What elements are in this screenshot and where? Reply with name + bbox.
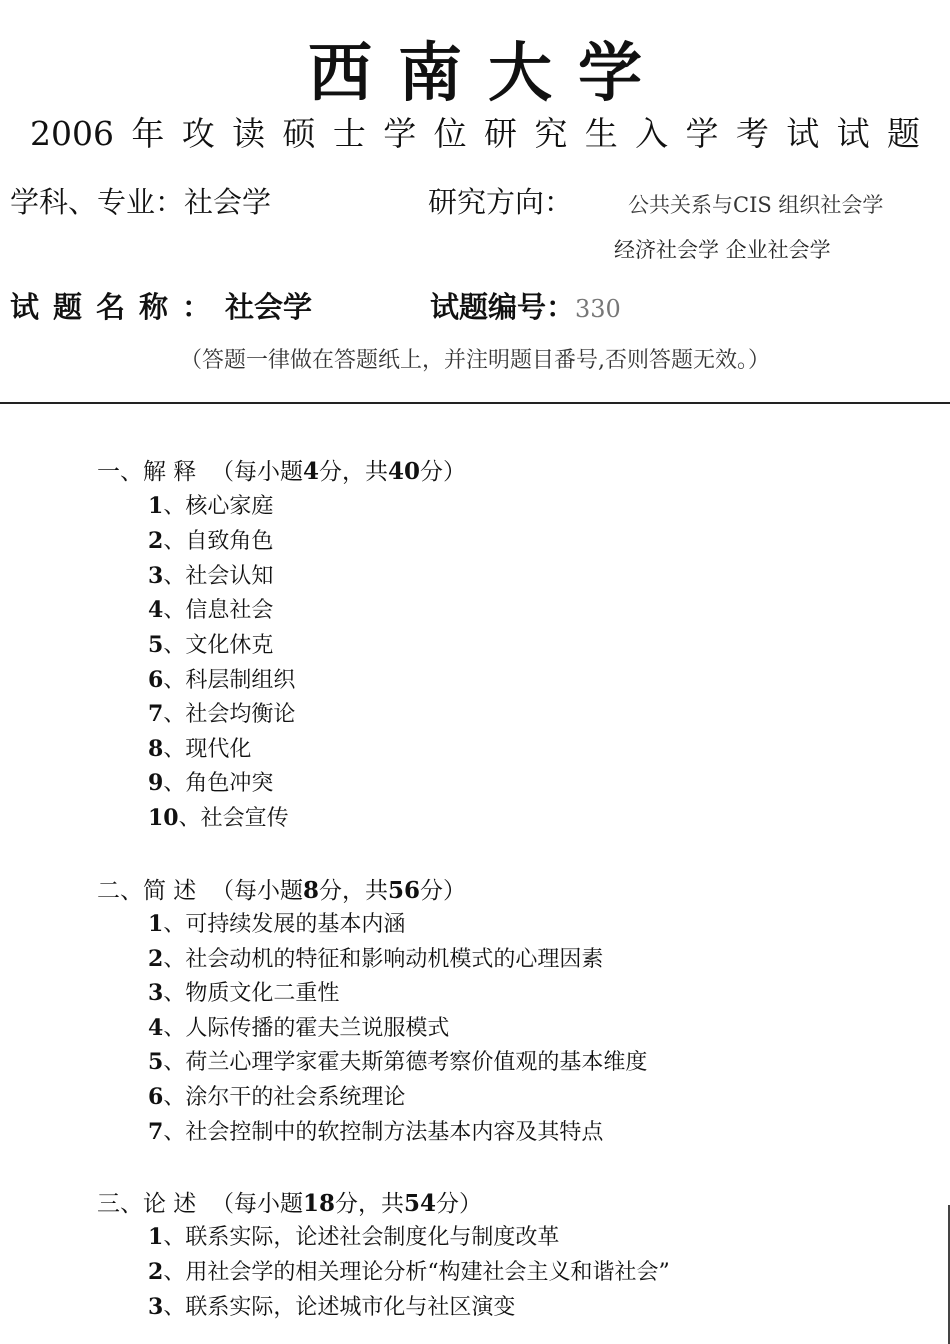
section-title: 二、简 述 [97, 878, 197, 904]
direction-label: 研究方向： [428, 185, 574, 219]
score-middle: 分，共 [318, 459, 388, 485]
score-total: 40 [387, 458, 420, 485]
exam-title: 2006年攻读硕士学位研究生入学考试试题 [30, 114, 920, 153]
list-item: 4、人际传播的霍夫兰说服模式 [148, 1015, 450, 1041]
list-item: 3、物质文化二重性 [148, 980, 340, 1006]
list-item: 6、科层制组织 [148, 667, 296, 693]
score-suffix: 分） [419, 459, 466, 485]
list-item: 3、联系实际，论述城市化与社区演变 [148, 1294, 516, 1320]
list-item: 6、涂尔干的社会系统理论 [148, 1084, 406, 1110]
list-item: 5、荷兰心理学家霍夫斯第德考察价值观的基本维度 [148, 1049, 648, 1075]
answer-notice: （答题一律做在答题纸上，并注明题目番号,否则答题无效。） [180, 348, 770, 373]
score-total: 56 [387, 877, 420, 904]
section-title: 三、论 述 [97, 1191, 197, 1217]
score-prefix: （每小题 [210, 878, 303, 904]
subject-line [10, 180, 271, 221]
score-prefix: （每小题 [210, 1191, 303, 1217]
paper-name-label: 试题名称： [10, 290, 226, 324]
score-prefix: （每小题 [210, 459, 303, 485]
list-item: 10、社会宣传 [148, 805, 289, 831]
paper-name-line [10, 285, 312, 326]
paper-code-label: 试题编号： [430, 290, 576, 324]
score-middle: 分，共 [318, 878, 388, 904]
list-item: 4、信息社会 [148, 597, 274, 623]
score-middle: 分，共 [334, 1191, 404, 1217]
section-heading-2 [97, 872, 466, 905]
header-divider [0, 402, 950, 404]
direction-line-2: 经济社会学 企业社会学 [614, 238, 831, 262]
list-item: 2、自致角色 [148, 528, 274, 554]
list-item: 7、社会控制中的软控制方法基本内容及其特点 [148, 1119, 604, 1145]
list-item: 2、社会动机的特征和影响动机模式的心理因素 [148, 946, 604, 972]
list-item: 2、用社会学的相关理论分析“构建社会主义和谐社会” [148, 1259, 670, 1285]
subject-value: 社会学 [184, 185, 272, 219]
paper-name-value: 社会学 [225, 290, 313, 324]
score-suffix: 分） [419, 878, 466, 904]
paper-code-line [430, 285, 621, 326]
direction-line-1: 公共关系与CIS 组织社会学 [628, 193, 884, 217]
section-heading-3 [97, 1185, 482, 1218]
university-title: 西南大学 [308, 36, 668, 111]
list-item: 8、现代化 [148, 736, 252, 762]
score-per-item: 4 [302, 458, 319, 485]
list-item: 3、社会认知 [148, 563, 274, 589]
section-title: 一、解 释 [97, 459, 197, 485]
paper-code-value: 330 [575, 295, 621, 323]
list-item: 7、社会均衡论 [148, 701, 296, 727]
list-item: 5、文化休克 [148, 632, 274, 658]
list-item: 1、可持续发展的基本内涵 [148, 911, 406, 937]
list-item: 1、核心家庭 [148, 493, 274, 519]
section-heading-1 [97, 453, 466, 486]
subject-label: 学科、专业： [10, 185, 185, 219]
score-total: 54 [403, 1190, 436, 1217]
list-item: 1、联系实际，论述社会制度化与制度改革 [148, 1224, 560, 1250]
list-item: 9、角色冲突 [148, 770, 274, 796]
score-per-item: 18 [302, 1190, 335, 1217]
score-suffix: 分） [435, 1191, 482, 1217]
score-per-item: 8 [302, 877, 319, 904]
